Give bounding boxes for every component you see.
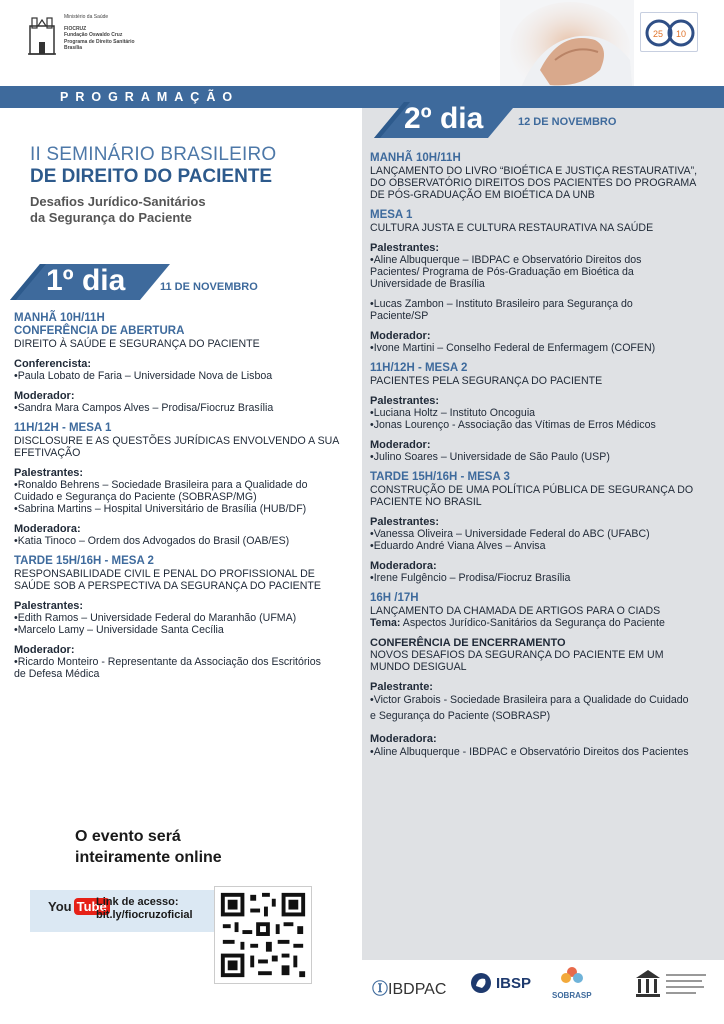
day1-s1-person1: •Paula Lobato de Faria – Universidade Nova de Lisboa — [14, 370, 273, 382]
day2-s6-role1: Palestrante: — [370, 681, 433, 693]
ibdpac-logo — [372, 976, 446, 999]
qr-code-icon[interactable] — [214, 886, 312, 984]
ministry-text: Ministério da Saúde — [64, 14, 109, 20]
access-link-url[interactable]: bit.ly/fiocruzoficial — [96, 909, 193, 921]
day2-s4-text2: PACIENTE NO BRASIL — [370, 496, 482, 508]
programa-text: Programa de Direito Sanitário — [64, 38, 135, 45]
banner-title: PROGRAMAÇÃO — [60, 90, 240, 104]
day2-s2-person1c: Universidade de Brasília — [370, 278, 485, 290]
day2-s2-time: MESA 1 — [370, 209, 413, 221]
seminar-title-line1: II SEMINÁRIO BRASILEIRO — [30, 144, 277, 165]
day2-s6-role2: Moderadora: — [370, 733, 437, 745]
day1-s3-role1: Palestrantes: — [14, 600, 84, 612]
castle-icon — [28, 12, 56, 56]
day2-s2-person1a: •Aline Albuquerque – IBDPAC e Observatório Direitos dos — [370, 254, 642, 266]
day2-s5-tema-label: Tema: — [370, 617, 401, 629]
day1-s1-title: CONFERÊNCIA DE ABERTURA — [14, 325, 185, 337]
day2-s4-text1: CONSTRUÇÃO DE UMA POLÍTICA PÚBLICA DE SEGURANÇA DO — [370, 484, 694, 496]
day1-s3-text1: RESPONSABILIDADE CIVIL E PENAL DO PROFISSIONAL DE — [14, 568, 315, 580]
day1-s1-role2: Moderador: — [14, 390, 75, 402]
day1-s2-text1: DISCLOSURE E AS QUESTÕES JURÍDICAS ENVOLVENDO A SUA — [14, 435, 340, 447]
day2-label: 2º dia — [404, 102, 484, 135]
day2-s1-time: MANHÃ 10H/11H — [370, 152, 461, 164]
day2-s3-person1: •Luciana Holtz – Instituto Oncoguia — [370, 407, 536, 419]
day2-schedule — [370, 152, 718, 763]
unesco-logo — [634, 968, 708, 1013]
ibsp-text: IBSP — [496, 974, 532, 992]
day1-date: 11 DE NOVEMBRO — [160, 281, 258, 293]
access-link-label: Link de acesso: — [96, 896, 179, 908]
day2-s3-person3: •Julino Soares – Universidade de São Paulo (USP) — [370, 451, 610, 463]
day1-s3-person3b: de Defesa Médica — [14, 668, 100, 680]
day2-s6-title: CONFERÊNCIA DE ENCERRAMENTO — [370, 637, 566, 649]
day1-s1-role1: Conferencista: — [14, 358, 92, 370]
ibsp-head-icon — [470, 972, 492, 994]
day2-s2-role1: Palestrantes: — [370, 242, 440, 254]
youtube-you: You — [48, 899, 72, 914]
footer-logos — [362, 960, 724, 1024]
day1-s1-time: MANHÃ 10H/11H — [14, 312, 105, 324]
day2-s4-role2: Moderadora: — [370, 560, 437, 572]
sobrasp-text: SOBRASP — [552, 991, 592, 1000]
ibsp-logo — [470, 972, 531, 994]
day2-s3-text: PACIENTES PELA SEGURANÇA DO PACIENTE — [370, 375, 603, 387]
fundacao-text: Fundação Oswaldo Cruz — [64, 32, 123, 39]
seminar-subtitle-line2: da Segurança do Paciente — [30, 210, 192, 225]
day2-s3-person2: •Jonas Lourenço - Associação das Vítimas de Erros Médicos — [370, 419, 656, 431]
day2-s3-role1: Palestrantes: — [370, 395, 440, 407]
day2-s1-text3: DE PÓS-GRADUAÇÃO EM BIOÉTICA DA UNB — [370, 189, 595, 201]
ibdpac-mark-icon: Ⓘ — [372, 981, 389, 998]
access-link[interactable] — [96, 896, 193, 922]
online-line2: inteiramente online — [75, 849, 222, 866]
day2-s2-person2b: Paciente/SP — [370, 310, 429, 322]
day1-s3-time: TARDE 15H/16H - MESA 2 — [14, 555, 154, 567]
day2-s6-text2: MUNDO DESIGUAL — [370, 661, 467, 673]
day2-s2-text: CULTURA JUSTA E CULTURA RESTAURATIVA NA SAÚDE — [370, 222, 654, 234]
day2-s5-text: LANÇAMENTO DA CHAMADA DE ARTIGOS PARA O CIADS — [370, 605, 661, 617]
day1-schedule — [14, 312, 354, 680]
day1-s2-person1a: •Ronaldo Behrens – Sociedade Brasileira para a Qualidade do — [14, 479, 308, 491]
day2-s4-person3: •Irene Fulgêncio – Prodisa/Fiocruz Brasília — [370, 572, 571, 584]
day1-s2-time: 11H/12H - MESA 1 — [14, 422, 112, 434]
day2-s4-person1: •Vanessa Oliveira – Universidade Federal do ABC (UFABC) — [370, 528, 650, 540]
day2-s2-person1b: Pacientes/ Programa de Pós-Graduação em Bioética da — [370, 266, 634, 278]
day2-date: 12 DE NOVEMBRO — [518, 116, 617, 128]
day1-s2-person3: •Katia Tinoco – Ordem dos Advogados do Brasil (OAB/ES) — [14, 535, 290, 547]
svg-text:25: 25 — [653, 29, 664, 39]
brasilia-text: Brasília — [64, 44, 83, 51]
online-line1: O evento será — [75, 828, 181, 845]
day1-s2-person2: •Sabrina Martins – Hospital Universitário de Brasília (HUB/DF) — [14, 503, 307, 515]
fiocruz-text: FIOCRUZ — [64, 26, 87, 33]
day2-s4-time: TARDE 15H/16H - MESA 3 — [370, 471, 510, 483]
anniversary-icon — [641, 13, 699, 53]
day1-s3-role2: Moderador: — [14, 644, 75, 656]
day2-s6-person1b: e Segurança do Paciente (SOBRASP) — [370, 710, 551, 722]
day1-s3-text2: SAÚDE SOB A PERSPECTIVA DA SEGURANÇA DO PACIENTE — [14, 580, 321, 592]
day2-s2-person3: •Ivone Martini – Conselho Federal de Enfermagem (COFEN) — [370, 342, 656, 354]
ibdpac-text: IBDPAC — [388, 981, 447, 998]
day2-s6-person1a: •Victor Grabois - Sociedade Brasileira para a Qualidade do Cuidado — [370, 694, 689, 706]
day1-s2-text2: EFETIVAÇÃO — [14, 447, 81, 459]
day1-s2-role2: Moderadora: — [14, 523, 81, 535]
svg-text:10: 10 — [676, 29, 687, 39]
anniversary-badge — [640, 12, 698, 52]
seminar-subtitle — [30, 194, 206, 226]
day1-s3-person1: •Edith Ramos – Universidade Federal do Maranhão (UFMA) — [14, 612, 297, 624]
day2-s1-text2: DO OBSERVATÓRIO DIREITOS DOS PACIENTES DO PROGRAMA — [370, 177, 697, 189]
day1-label: 1º dia — [46, 264, 126, 297]
day2-s2-person2a: •Lucas Zambon – Instituto Brasileiro para Segurança do — [370, 298, 633, 310]
day1-s1-text: DIREITO À SAÚDE E SEGURANÇA DO PACIENTE — [14, 338, 260, 350]
day1-s3-person2: •Marcelo Lamy – Universidade Santa Cecília — [14, 624, 224, 636]
day2-s5-tema-text: Aspectos Jurídico-Sanitários da Segurança do Paciente — [400, 617, 665, 629]
day2-s6-text1: NOVOS DESAFIOS DA SEGURANÇA DO PACIENTE EM UM — [370, 649, 664, 661]
day2-s4-role1: Palestrantes: — [370, 516, 440, 528]
day2-s5-time: 16H /17H — [370, 592, 419, 604]
unesco-temple-icon — [634, 968, 708, 1008]
day2-s3-role2: Moderador: — [370, 439, 431, 451]
day2-s2-role2: Moderador: — [370, 330, 431, 342]
seminar-subtitle-line1: Desafios Jurídico-Sanitários — [30, 194, 206, 209]
day1-s2-role1: Palestrantes: — [14, 467, 84, 479]
sobrasp-logo — [552, 966, 592, 1000]
online-notice — [75, 826, 222, 868]
day1-s3-person3a: •Ricardo Monteiro - Representante da Associação dos Escritórios — [14, 656, 321, 668]
day2-s4-person2: •Eduardo André Viana Alves – Anvisa — [370, 540, 546, 552]
seminar-title-line2: DE DIREITO DO PACIENTE — [30, 166, 273, 187]
youtube-tube: Tube — [74, 898, 110, 915]
day2-s6-person2: •Aline Albuquerque - IBDPAC e Observatório Direitos dos Pacientes — [370, 746, 689, 758]
day1-s1-person2: •Sandra Mara Campos Alves – Prodisa/Fiocruz Brasília — [14, 402, 274, 414]
sobrasp-flower-icon — [559, 966, 585, 986]
day2-s3-time: 11H/12H - MESA 2 — [370, 362, 468, 374]
day1-s2-person1b: Cuidado e Segurança do Paciente (SOBRASP/MG) — [14, 491, 257, 503]
fiocruz-logo — [28, 12, 135, 56]
day2-s1-text1: LANÇAMENTO DO LIVRO “BIOÉTICA E JUSTIÇA RESTAURATIVA”, — [370, 165, 698, 177]
header — [0, 0, 724, 86]
day2-s5-tema — [370, 617, 718, 629]
